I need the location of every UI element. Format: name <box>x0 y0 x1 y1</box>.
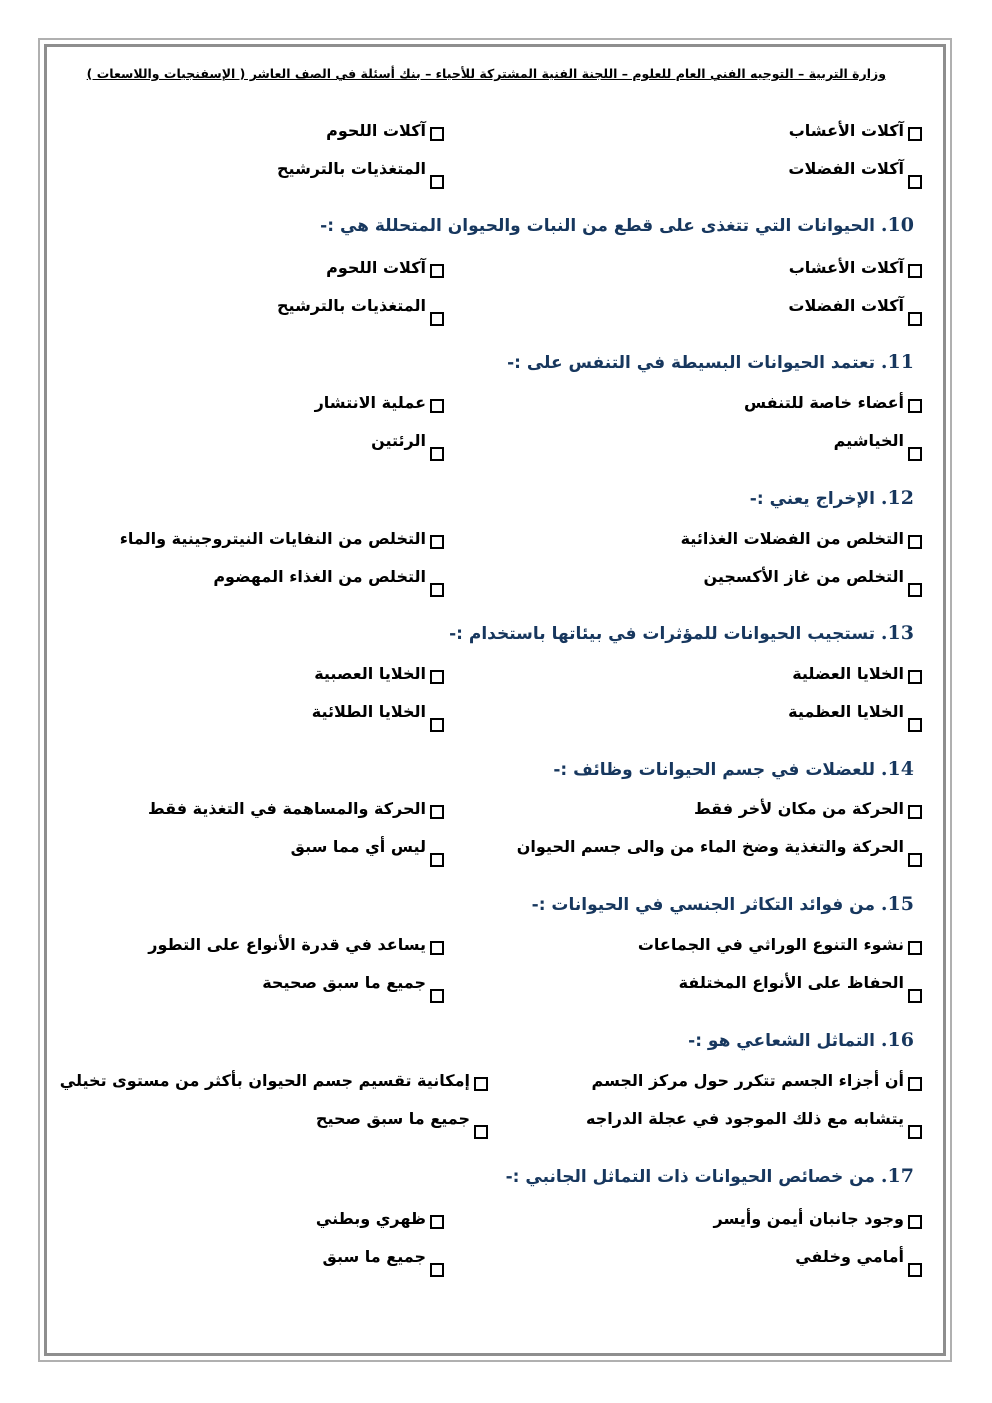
option-4[interactable]: جميع ما سبق <box>323 1247 444 1277</box>
option-3[interactable]: الخلايا العظمية <box>788 702 922 732</box>
checkbox-icon[interactable] <box>430 175 444 189</box>
checkbox-icon[interactable] <box>430 312 444 326</box>
option-1[interactable]: أن أجزاء الجسم تتكرر حول مركز الجسم <box>592 1071 922 1091</box>
option-1[interactable]: الحركة من مكان لأخر فقط <box>694 799 922 819</box>
option-1[interactable]: آكلات الأعشاب <box>789 121 922 141</box>
option-4[interactable]: التخلص من الغذاء المهضوم <box>213 567 444 597</box>
option-3[interactable]: أمامي وخلفي <box>795 1247 922 1277</box>
checkbox-icon[interactable] <box>908 264 922 278</box>
option-2[interactable]: التخلص من النفايات النيتروجينية والماء <box>120 529 444 549</box>
option-1[interactable]: وجود جانبان أيمن وأيسر <box>714 1209 922 1229</box>
question-16: 16. التماثل الشعاعي هو :- <box>688 1029 914 1051</box>
option-4[interactable]: ليس أي مما سبق <box>291 837 444 867</box>
option-4[interactable]: الخلايا الطلائية <box>312 702 444 732</box>
checkbox-icon[interactable] <box>908 805 922 819</box>
option-2[interactable]: يساعد في قدرة الأنواع على التطور <box>148 935 444 955</box>
option-1[interactable]: آكلات الأعشاب <box>789 258 922 278</box>
option-2[interactable]: آكلات اللحوم <box>326 121 444 141</box>
checkbox-icon[interactable] <box>430 264 444 278</box>
checkbox-icon[interactable] <box>908 1077 922 1091</box>
checkbox-icon[interactable] <box>430 805 444 819</box>
option-1[interactable]: الخلايا العضلية <box>792 664 922 684</box>
checkbox-icon[interactable] <box>430 127 444 141</box>
option-3[interactable]: يتشابه مع ذلك الموجود في عجلة الدراجه <box>586 1109 922 1139</box>
checkbox-icon[interactable] <box>908 399 922 413</box>
option-4[interactable]: جميع ما سبق صحيح <box>316 1109 488 1139</box>
option-3[interactable]: الحركة والتغذية وضخ الماء من والى جسم الحيوان <box>517 837 922 867</box>
question-15: 15. من فوائد التكاثر الجنسي في الحيوانات :- <box>531 893 914 915</box>
option-2[interactable]: عملية الانتشار <box>315 393 444 413</box>
option-3[interactable]: آكلات الفضلات <box>788 296 922 326</box>
checkbox-icon[interactable] <box>908 535 922 549</box>
checkbox-icon[interactable] <box>430 853 444 867</box>
checkbox-icon[interactable] <box>908 718 922 732</box>
question-12: 12. الإخراج يعني :- <box>749 487 914 509</box>
checkbox-icon[interactable] <box>430 583 444 597</box>
checkbox-icon[interactable] <box>430 989 444 1003</box>
option-2[interactable]: إمكانية تقسيم جسم الحيوان بأكثر من مستوى تخيلي <box>60 1071 488 1091</box>
option-4[interactable]: المتغذيات بالترشيح <box>277 159 444 189</box>
question-13: 13. تستجيب الحيوانات للمؤثرات في بيئاتها باستخدام :- <box>449 622 914 644</box>
checkbox-icon[interactable] <box>430 399 444 413</box>
option-1[interactable]: نشوء التنوع الوراثي في الجماعات <box>638 935 922 955</box>
checkbox-icon[interactable] <box>430 535 444 549</box>
question-17: 17. من خصائص الحيوانات ذات التماثل الجانبي :- <box>505 1165 914 1187</box>
option-2[interactable]: آكلات اللحوم <box>326 258 444 278</box>
option-2[interactable]: الخلايا العصبية <box>314 664 444 684</box>
checkbox-icon[interactable] <box>908 853 922 867</box>
option-3[interactable]: آكلات الفضلات <box>788 159 922 189</box>
option-2[interactable]: الحركة والمساهمة في التغذية فقط <box>148 799 444 819</box>
checkbox-icon[interactable] <box>908 1215 922 1229</box>
option-3[interactable]: الحفاظ على الأنواع المختلفة <box>679 973 922 1003</box>
checkbox-icon[interactable] <box>430 1215 444 1229</box>
checkbox-icon[interactable] <box>474 1077 488 1091</box>
checkbox-icon[interactable] <box>908 941 922 955</box>
option-1[interactable]: أعضاء خاصة للتنفس <box>744 393 922 413</box>
option-2[interactable]: ظهري وبطني <box>316 1209 444 1229</box>
checkbox-icon[interactable] <box>430 941 444 955</box>
option-4[interactable]: المتغذيات بالترشيح <box>277 296 444 326</box>
option-4[interactable]: الرئتين <box>371 431 444 461</box>
checkbox-icon[interactable] <box>430 1263 444 1277</box>
option-3[interactable]: الخياشيم <box>834 431 922 461</box>
page-header: وزارة التربية – التوجيه الفني العام للعلوم – اللجنة الفنية المشتركة للأحياء – بنك أسئلة في الصف العاشر ( الإسفنجيات واللاسعات ) <box>86 66 886 81</box>
checkbox-icon[interactable] <box>430 447 444 461</box>
option-1[interactable]: التخلص من الفضلات الغذائية <box>681 529 922 549</box>
checkbox-icon[interactable] <box>908 1263 922 1277</box>
checkbox-icon[interactable] <box>430 718 444 732</box>
question-10: 10. الحيوانات التي تتغذى على قطع من النبات والحيوان المتحللة هي :- <box>320 214 914 236</box>
checkbox-icon[interactable] <box>908 447 922 461</box>
question-14: 14. للعضلات في جسم الحيوانات وظائف :- <box>553 758 914 780</box>
question-11: 11. تعتمد الحيوانات البسيطة في التنفس على :- <box>507 351 914 373</box>
checkbox-icon[interactable] <box>908 670 922 684</box>
option-4[interactable]: جميع ما سبق صحيحة <box>262 973 444 1003</box>
checkbox-icon[interactable] <box>908 1125 922 1139</box>
checkbox-icon[interactable] <box>908 175 922 189</box>
checkbox-icon[interactable] <box>474 1125 488 1139</box>
checkbox-icon[interactable] <box>908 127 922 141</box>
checkbox-icon[interactable] <box>908 583 922 597</box>
checkbox-icon[interactable] <box>908 989 922 1003</box>
checkbox-icon[interactable] <box>430 670 444 684</box>
option-3[interactable]: التخلص من غاز الأكسجين <box>703 567 922 597</box>
checkbox-icon[interactable] <box>908 312 922 326</box>
